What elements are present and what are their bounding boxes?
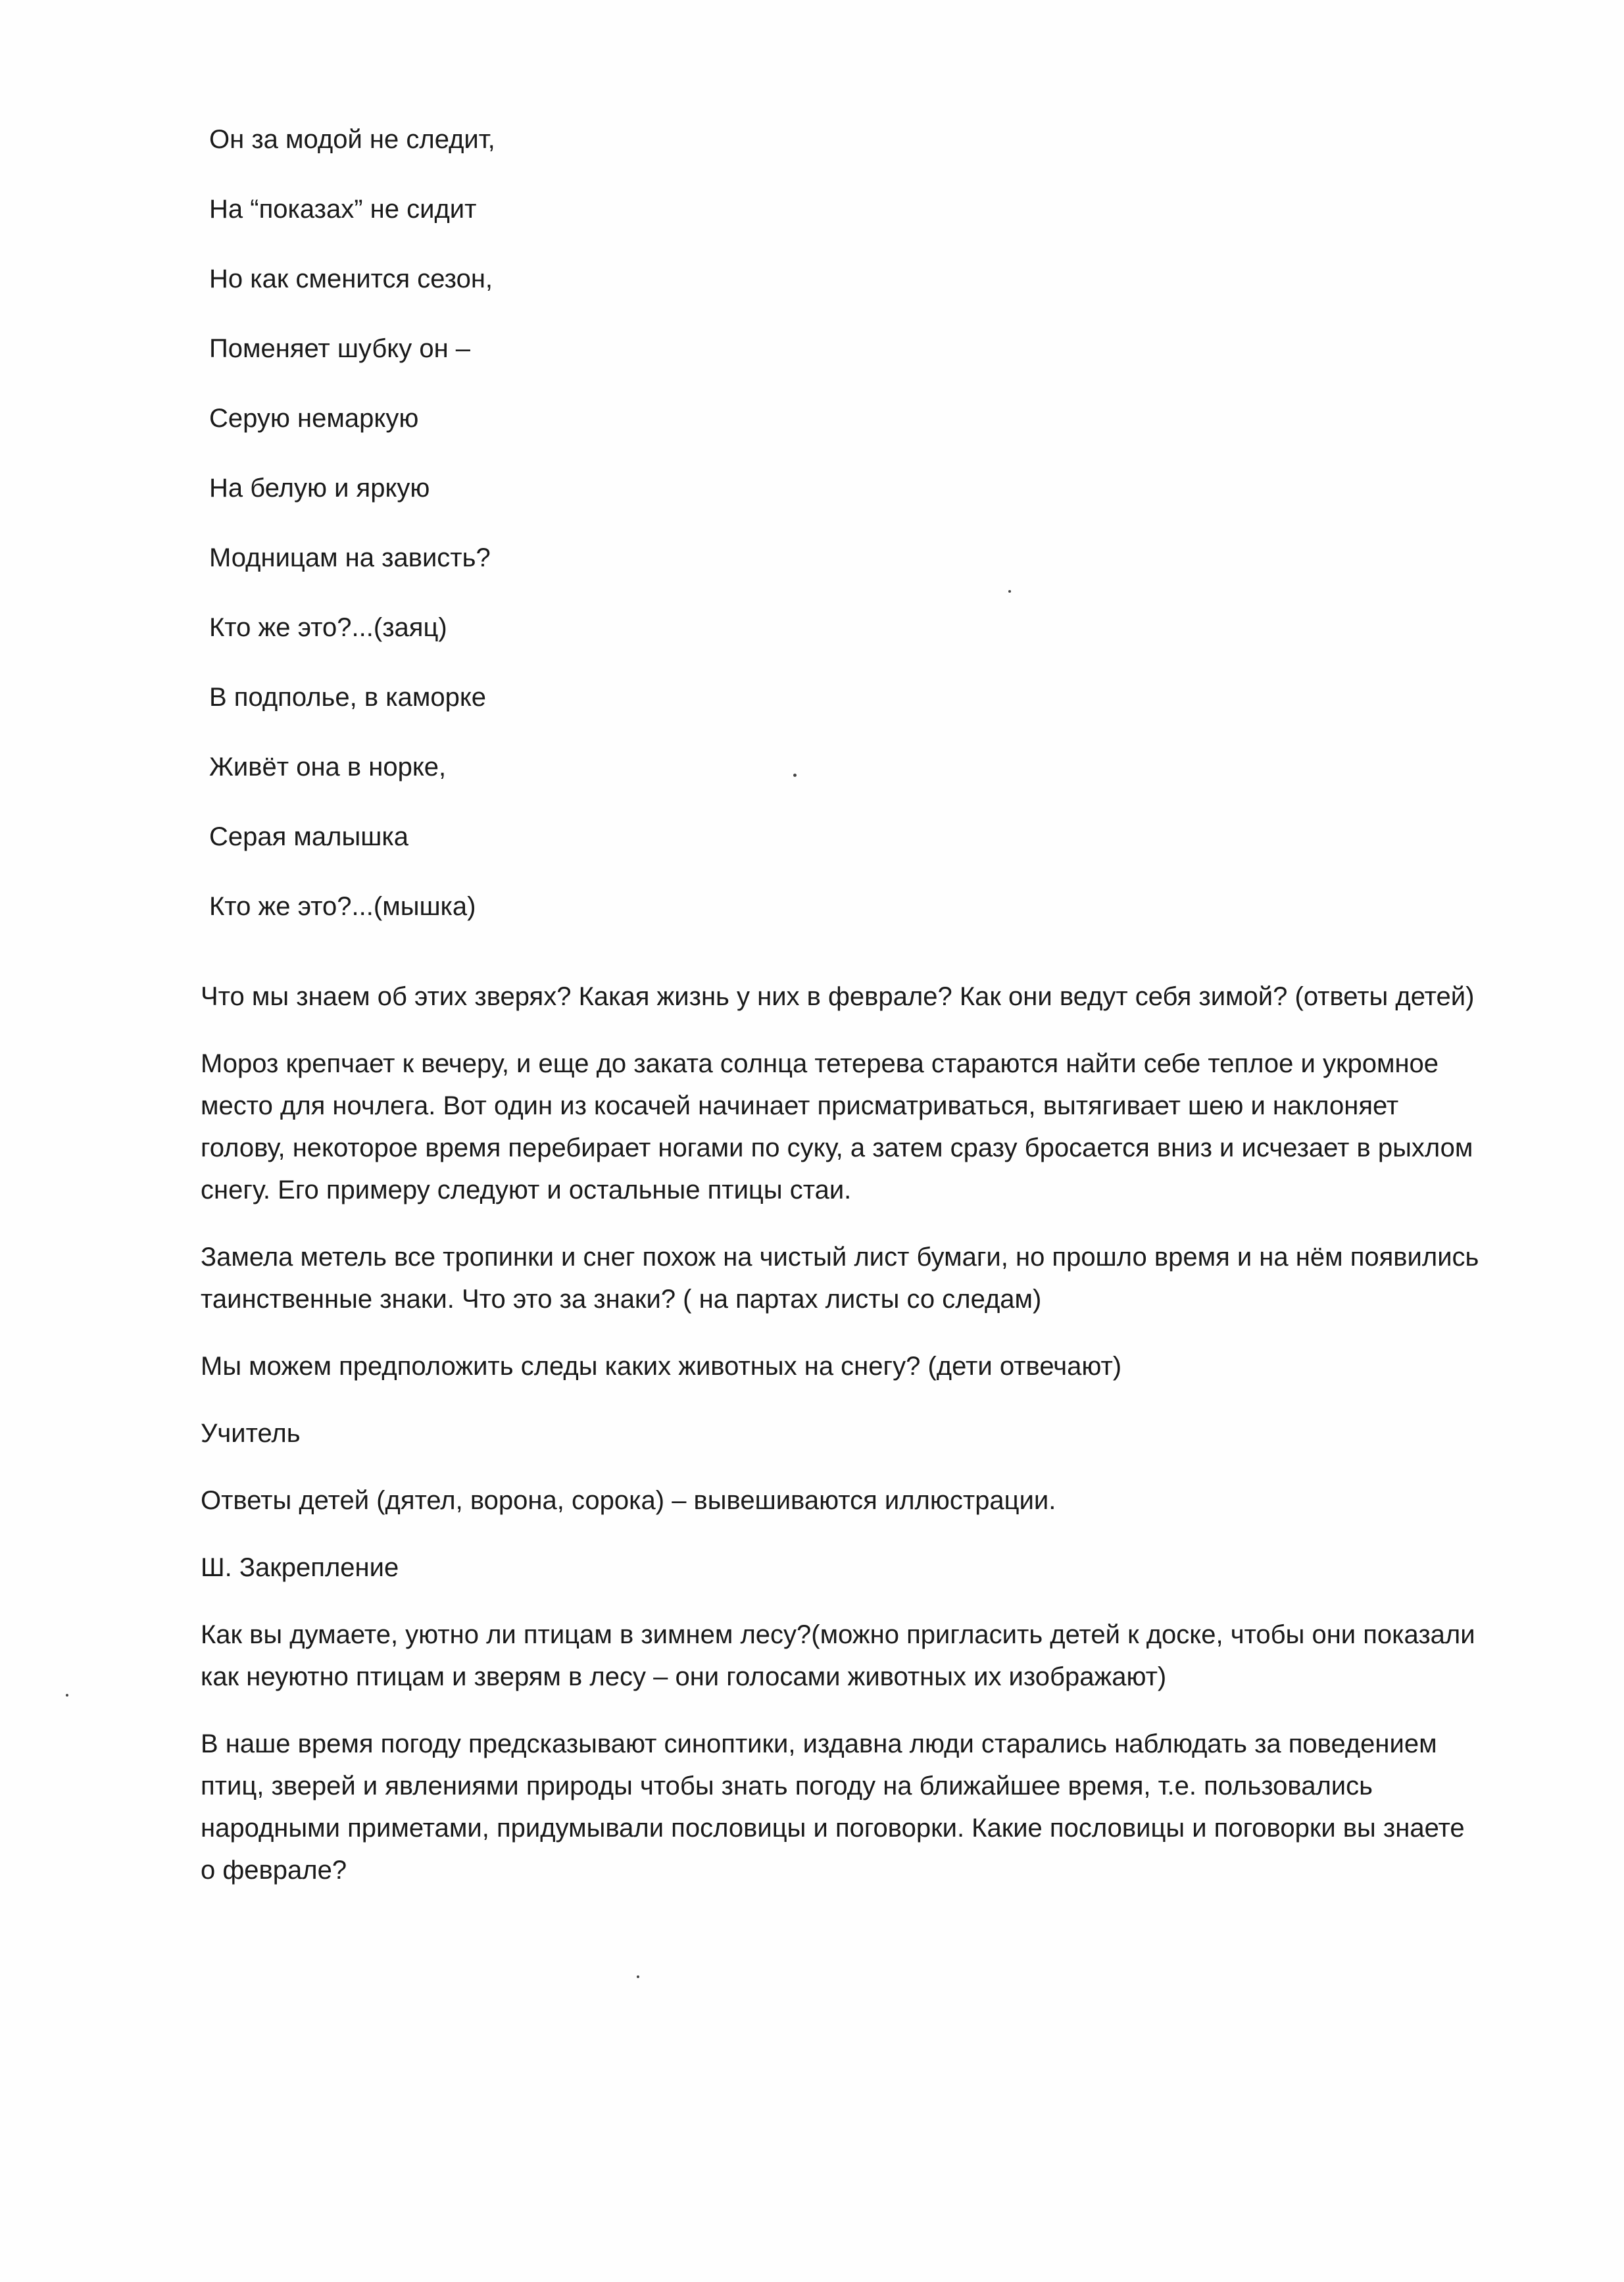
verse-line: В подполье, в каморке	[209, 683, 487, 712]
paragraph-tracks: Замела метель все тропинки и снег похож на чистый лист бумаги, но прошло время и на нём появились таинственные знаки. Что это за знаки? ( на партах листы со следам)	[201, 1243, 1479, 1314]
paragraph-cozy: Как вы думаете, уютно ли птицам в зимнем лесу?(можно пригласить детей к доске, чтобы они показали как неуютно птицам и зверям в лесу – они голосами животных их изображают)	[201, 1620, 1475, 1691]
scan-speck	[66, 1694, 68, 1697]
scan-speck	[637, 1975, 639, 1978]
verse-line: Кто же это?...(мышка)	[209, 892, 476, 921]
paragraph-questions: Что мы знаем об этих зверях? Какая жизнь у них в феврале? Как они ведут себя зимой? (ответы детей)	[201, 982, 1475, 1011]
verse-line: Живёт она в норке,	[209, 753, 447, 781]
riddle-verse	[209, 124, 998, 960]
verse-line: Серую немаркую	[209, 404, 419, 433]
paragraph-teacher: Учитель	[201, 1419, 301, 1448]
paragraph-answers: Ответы детей (дятел, ворона, сорока) – вывешиваются иллюстрации.	[201, 1486, 1056, 1515]
paragraph-frost: Мороз крепчает к вечеру, и еще до заката солнца тетерева стараются найти себе теплое и укромное место для ночлега. Вот один из косачей начинает присматриваться, вытягивает шею и наклоняет голову, некоторое время перебирает ногами по суку, а затем сразу бросается вниз и исчезает в рыхлом снегу. Его примеру следуют и остальные птицы стаи.	[201, 1049, 1473, 1204]
verse-line: Модницам на зависть?	[209, 543, 491, 572]
paragraph-guess-tracks: Мы можем предположить следы каких животных на снегу? (дети отвечают)	[201, 1352, 1122, 1381]
paragraph-proverbs: В наше время погоду предсказывают синоптики, издавна люди старались наблюдать за поведением птиц, зверей и явлениями природы чтобы знать погоду на ближайшее время, т.е. пользовались народными приметами, придумывали пословицы и поговорки. Какие пословицы и поговорки вы знаете о феврале?	[201, 1729, 1465, 1885]
lesson-text	[201, 976, 1483, 1916]
scan-speck	[1008, 590, 1011, 593]
verse-line: Он за модой не следит,	[209, 125, 495, 154]
verse-line: На белую и яркую	[209, 474, 430, 503]
scan-speck	[793, 774, 797, 777]
section-heading: Ш. Закрепление	[201, 1553, 399, 1582]
verse-line: На “показах” не сидит	[209, 195, 477, 224]
verse-line: Серая малышка	[209, 822, 408, 851]
verse-line: Поменяет шубку он –	[209, 334, 471, 363]
verse-line: Но как сменится сезон,	[209, 264, 493, 293]
verse-line: Кто же это?...(заяц)	[209, 613, 447, 642]
